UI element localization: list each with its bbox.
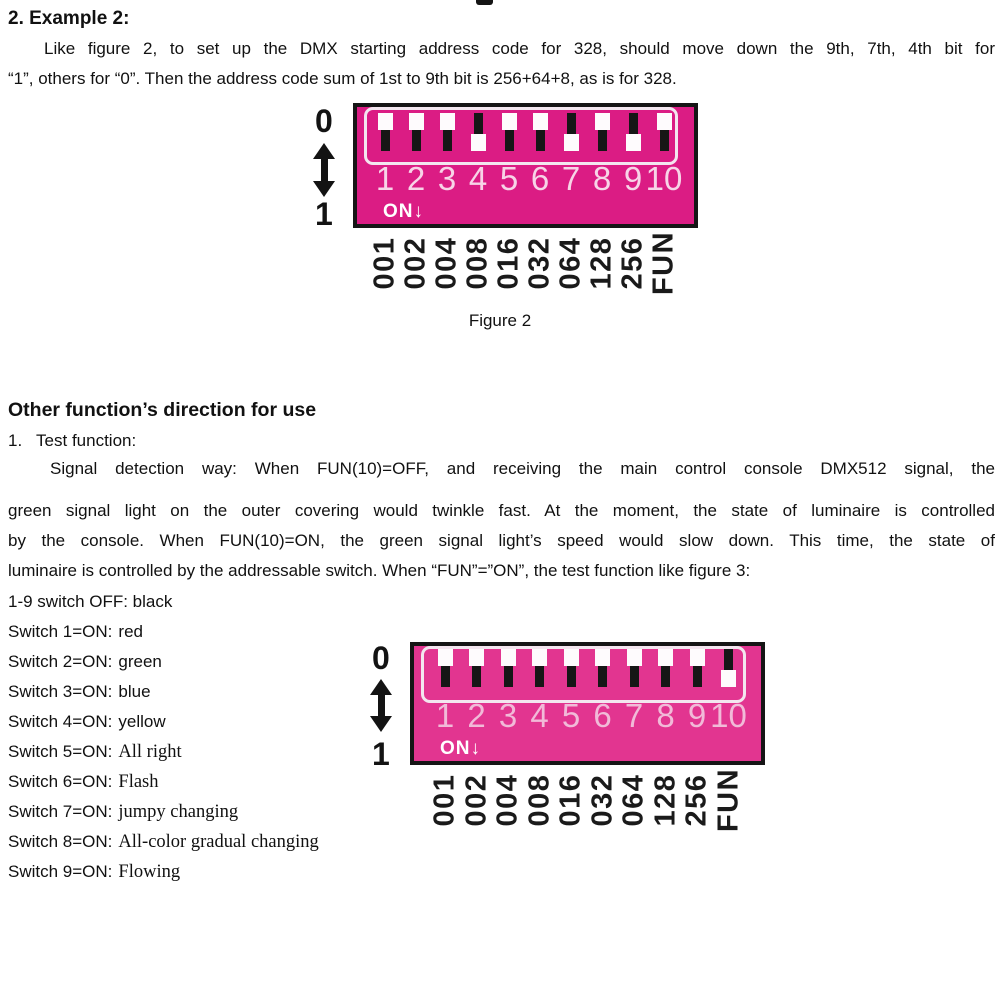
dip-switch-1-up (438, 649, 453, 687)
list-item-test-function: 1. Test function: (8, 431, 137, 450)
switch-label: Switch 7=ON: (8, 802, 113, 821)
figure-caption: Figure 2 (468, 311, 532, 330)
switch-value: red (118, 622, 143, 641)
dip-switch-figure-2 (300, 103, 700, 338)
dip-switch-2-up (409, 113, 424, 151)
dip-switch-3-up (440, 113, 455, 151)
switch-value-label: FUN (712, 767, 744, 833)
switch-label: Switch 1=ON: (8, 622, 113, 641)
switch-number: 7 (561, 160, 581, 197)
switch-label: Switch 3=ON: (8, 682, 113, 701)
switch-number: 10 (645, 160, 683, 197)
switch-number: 9 (623, 160, 643, 197)
dip-switch-5-up (502, 113, 517, 151)
switch-value-label: 064 (554, 236, 587, 290)
switch-value: All-color gradual changing (118, 832, 319, 852)
dip-switch-8-up (595, 113, 610, 151)
switch-value-label: 032 (586, 773, 618, 827)
switch-label: Switch 6=ON: (8, 772, 113, 791)
dip-switch-7-down (564, 113, 579, 151)
position-one-label: 1 (372, 736, 390, 772)
switch-label: Switch 2=ON: (8, 652, 113, 671)
position-one-label: 1 (315, 196, 333, 232)
switch-label: Switch 8=ON: (8, 832, 113, 851)
dip-switch-10-up (657, 113, 672, 151)
switch-value-label: 001 (368, 236, 401, 290)
switch-number: 3 (437, 160, 457, 197)
paragraph-line: Signal detection way: When FUN(10)=OFF, and receiving the main control console DMX512 signal, the (50, 459, 995, 478)
up-down-arrow-icon (370, 679, 392, 732)
on-direction-label: ON↓ (440, 738, 481, 759)
switch-value: Flowing (118, 862, 181, 882)
switch-number: 7 (624, 697, 644, 734)
paragraph-line: luminaire is controlled by the addressable switch. When “FUN”=”ON”, the test function like figure 3: (8, 561, 751, 580)
paragraph-line: green signal light on the outer covering would twinkle fast. At the moment, the state of luminaire is controlled (8, 501, 995, 520)
switch-value: green (118, 652, 162, 671)
switch-number: 8 (592, 160, 612, 197)
cropped-glyph-artifact (476, 0, 493, 5)
switch-value: Flash (118, 772, 159, 792)
dip-switch-1-up (378, 113, 393, 151)
switch-number: 10 (710, 697, 747, 734)
switch-number: 8 (656, 697, 675, 734)
switch-label: Switch 4=ON: (8, 712, 113, 731)
position-zero-label: 0 (372, 640, 390, 676)
switch-value-label: 004 (430, 236, 463, 290)
switch-value-label: 001 (428, 773, 461, 827)
switch-number: 6 (593, 697, 612, 734)
switch-value-label: 128 (585, 236, 618, 290)
switch-number: 1 (435, 697, 455, 734)
switch-number: 5 (499, 160, 519, 197)
switch-value-label: 016 (492, 236, 525, 290)
position-zero-label: 0 (315, 103, 333, 139)
switch-number: 3 (498, 697, 518, 734)
dip-switch-7-up (627, 649, 642, 687)
paragraph-line: Like figure 2, to set up the DMX starting address code for 328, should move down the 9th, 7th, 4th bit for (44, 39, 995, 58)
dip-switch-figure-3 (360, 642, 780, 842)
switch-value-label: 256 (616, 236, 649, 290)
switch-value-label: 008 (461, 236, 494, 290)
switch-number: 2 (406, 160, 426, 197)
switch-value: blue (118, 682, 151, 701)
up-down-arrow-icon (313, 143, 335, 197)
switch-label: Switch 9=ON: (8, 862, 113, 881)
dip-switch-9-up (690, 649, 705, 687)
switch-value-label: 256 (680, 773, 713, 827)
dip-switch-block (353, 103, 698, 228)
switch-list-item (8, 861, 995, 883)
switch-value-label: 128 (649, 773, 681, 827)
section-heading-other-functions: Other function’s direction for use (8, 399, 317, 421)
switch-list-item (8, 621, 995, 643)
dip-switch-2-up (469, 649, 484, 687)
dip-switch-10-down (721, 649, 736, 687)
dip-switch-block (410, 642, 765, 765)
switch-value: yellow (118, 712, 166, 731)
dip-switch-8-up (658, 649, 673, 687)
on-direction-label: ON↓ (383, 201, 424, 222)
dip-switch-5-up (564, 649, 579, 687)
switch-number: 9 (687, 697, 707, 734)
switch-value-label: FUN (647, 230, 680, 296)
switch-label: Switch 5=ON: (8, 742, 113, 761)
switch-value-label: 002 (399, 236, 432, 290)
dip-switch-3-up (501, 649, 516, 687)
dip-switch-6-up (533, 113, 548, 151)
switch-value: jumpy changing (118, 802, 239, 822)
switch-value-label: 064 (617, 773, 650, 827)
switch-value-label: 016 (554, 773, 587, 827)
switch-value-label: 004 (491, 773, 524, 827)
dip-switch-9-down (626, 113, 641, 151)
paragraph-line: by the console. When FUN(10)=ON, the green signal light’s speed would slow down. This time, the state of (8, 531, 995, 550)
switch-value: All right (118, 742, 182, 762)
switch-number: 4 (530, 697, 549, 734)
switch-number: 5 (561, 697, 581, 734)
switch-number: 1 (375, 160, 395, 197)
section-heading-example-2: 2. Example 2: (8, 8, 130, 29)
switch-value-label: 008 (523, 773, 555, 827)
switch-number: 6 (530, 160, 550, 197)
switch-value-label: 032 (523, 236, 556, 290)
paragraph-line: “1”, others for “0”. Then the address code sum of 1st to 9th bit is 256+64+8, as is for 328. (8, 69, 677, 88)
switch-value-label: 002 (460, 773, 492, 827)
dip-switch-4-down (471, 113, 486, 151)
switch-number: 4 (468, 160, 488, 197)
switch-list-intro: 1-9 switch OFF: black (8, 592, 173, 611)
dip-switch-6-up (595, 649, 610, 687)
dip-switch-4-up (532, 649, 547, 687)
switch-number: 2 (467, 697, 486, 734)
